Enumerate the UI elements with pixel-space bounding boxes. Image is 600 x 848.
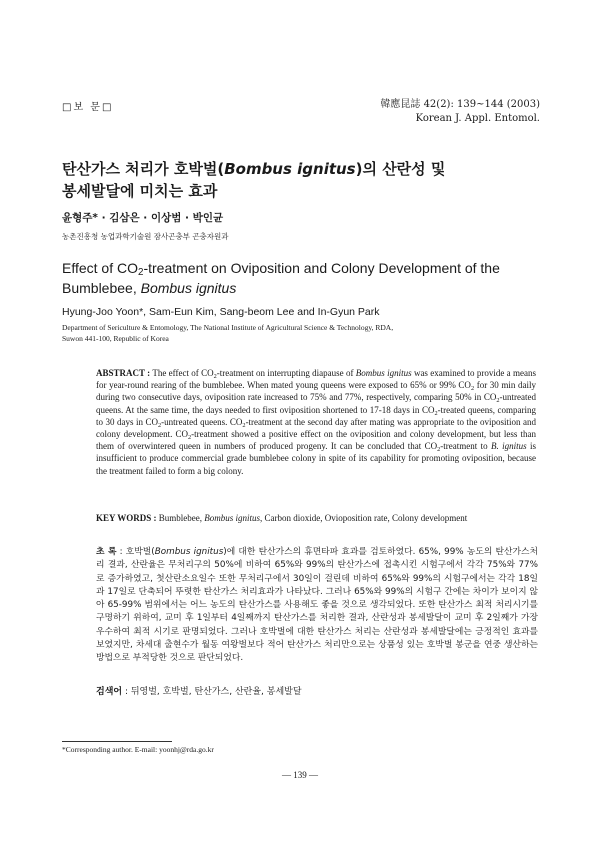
journal-citation-korean: 韓應昆誌 42(2): 139~144 (2003) — [380, 99, 540, 110]
summary-text: )에 대한 탄산가스의 휴면타파 효과를 검토하였다. 65%, 99% 농도의 탄산가스처리 결과, 산란율은 무처리구의 50%에 비하여 65%와 99%의 탄산가스에 접촉시킨 시험구에서 각각 75%와 77%로 증가하였고, 첫산란소요일수 또한 무처리구에서 30일이 걸린데 비하여 65%와 99%의 시험구에서는 각각 18일과 17일로 단축되어 뚜렷한 탄산가스 처리효과가 나타났다. 그러나 65%와 99%의 시험구 간에는 차이가 보이지 않아 65-99% 범위에서는 어느 농도의 탄산가스를 사용해도 좋을 것으로 생각되었다. 또한 탄산가스 최적 처리시기를 구명하기 위하여, 교미 후 1일부터 4일째까지 탄산가스를 처리한 결과, 산란성과 봉세발달이 교미 후 2일째가 가장 우수하여 최적 시기로 판명되었다. 그러나 호박벌에 대한 탄산가스 처리는 산란성과 봉세발달에는 긍정적인 효과를 보였지만, 차세대 출현수가 월동 여왕벌보다 적어 탄산가스 처리만으로는 상품성 있는 호박벌 봉군을 연중 생산하는 방법으로 부적당한 것으로 판단되었다. — [96, 547, 539, 664]
footnote: *Corresponding author. E-mail: yoonhj@rda.go.kr — [62, 745, 214, 754]
abstract-text: -treated queens, comparing to 30 days in CO — [96, 404, 536, 427]
abstract-text: -treatment to — [440, 441, 492, 452]
authors-korean: 윤형주* · 김삼은 · 이상범 · 박인균 — [62, 212, 224, 224]
search-words-text: : 뒤영벌, 호박벌, 탄산가스, 산란율, 봉세발달 — [122, 687, 302, 697]
abstract-species: B. ignitus — [491, 441, 527, 452]
affiliation-english — [62, 322, 532, 344]
abstract — [96, 367, 536, 477]
title-english-species: Bombus ignitus — [140, 280, 237, 296]
title-english-subscript: 2 — [138, 267, 144, 278]
abstract-label: ABSTRACT : — [96, 368, 151, 378]
abstract-text: The effect of CO — [150, 368, 214, 378]
summary-label: 초 록 — [96, 547, 117, 557]
title-korean — [62, 158, 542, 202]
search-words — [96, 684, 302, 697]
search-words-label: 검색어 — [96, 687, 123, 697]
abstract-text: is insufficient to produce commercial grade bumblebee colony in spite of its capability for promoting oviposition, because the treatment failed to form a big colony. — [96, 441, 537, 476]
title-korean-line2: 봉세발달에 미치는 효과 — [62, 182, 218, 200]
keywords-text: , Carbon dioxide, Ovioposition rate, Colony development — [260, 513, 468, 523]
title-korean-part1: 탄산가스 처리가 호박벌( — [62, 160, 225, 178]
title-korean-part2: )의 산란성 및 — [355, 160, 446, 178]
affiliation-english-line1: Department of Sericulture & Entomology, The National Institute of Agricultural Science & Technology, RDA, — [62, 323, 394, 332]
abstract-subscript: 2 — [496, 397, 500, 405]
title-english-part2: -treatment on Oviposition and Colony Development of the — [143, 260, 500, 276]
abstract-subscript: 2 — [242, 421, 246, 429]
title-english — [62, 258, 542, 298]
keywords-species: Bombus ignitus — [204, 513, 261, 523]
journal-name-english: Korean J. Appl. Entomol. — [415, 113, 540, 124]
summary-text: : 호박벌( — [116, 547, 155, 557]
affiliation-english-line2: Suwon 441-100, Republic of Korea — [62, 334, 169, 343]
summary-species: Bombus ignitus — [154, 547, 224, 557]
abstract-subscript: 2 — [470, 385, 475, 393]
journal-citation — [380, 98, 540, 126]
title-english-line2: Bumblebee, — [62, 280, 141, 296]
abstract-text: -treatment on interrupting diapause of — [216, 368, 356, 378]
authors-english: Hyung-Joo Yoon*, Sam-Eun Kim, Sang-beom Lee and In-Gyun Park — [62, 306, 380, 318]
abstract-text: -treatment showed a positive effect on the oviposition and colony development, but less than them of overwintered queen in numbers of produced progeny. It can be concluded that CO — [96, 429, 536, 452]
abstract-text: -untreated queens. At the same time, the days needed to first oviposition shortened to 17-18 days in CO — [96, 392, 536, 415]
section-label: □보 문□ — [62, 102, 114, 113]
affiliation-korean: 농촌진흥청 농업과학기술원 잠사곤충부 곤충자원과 — [62, 232, 229, 241]
page-number: — 139 — — [282, 770, 318, 780]
abstract-subscript: 2 — [434, 409, 438, 417]
korean-summary — [96, 546, 538, 666]
title-korean-species: Bombus ignitus — [224, 160, 356, 178]
keywords-text: Bumblebee, — [156, 513, 205, 523]
title-english-part1: Effect of CO — [62, 260, 138, 276]
abstract-text: -untreated queens. CO — [161, 416, 243, 427]
abstract-species: Bombus ignitus — [355, 368, 412, 378]
abstract-subscript: 2 — [158, 421, 162, 429]
keywords-label: KEY WORDS : — [96, 513, 157, 523]
abstract-text: -treatment at the second day after mating was appropriate to the oviposition and colony development. CO — [96, 416, 536, 440]
keywords — [96, 513, 546, 523]
abstract-subscript: 2 — [213, 373, 217, 380]
abstract-text: for 30 min daily during two consecutive days, oviposition rate increased to 75% and 77%, respectively, comparing 50% in CO — [96, 380, 536, 403]
abstract-subscript: 2 — [187, 434, 192, 442]
abstract-text: was examined to provide a means for year-round rearing of the bumblebee. When mated young queens were exposed to 65% or 99% CO — [96, 368, 536, 391]
abstract-subscript: 2 — [437, 446, 441, 454]
footnote-divider — [62, 741, 172, 742]
